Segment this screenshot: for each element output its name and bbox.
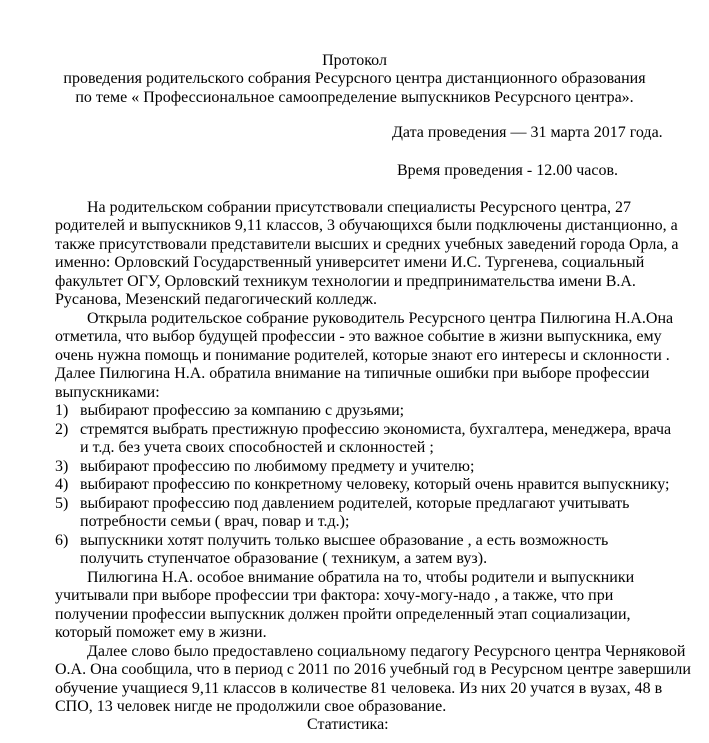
list-item-number: 5)	[55, 495, 69, 512]
paragraph-line: который поможет ему в жизни.	[55, 624, 267, 641]
list-item-text: выбирают профессию по любимому предмету и учителю;	[80, 458, 475, 475]
paragraph-line: родителей и выпускников 9,11 классов, 3 обучающихся были подключены дистанционно, а	[55, 217, 678, 234]
meeting-time: Время проведения - 12.00 часов.	[397, 162, 619, 179]
list-item-text: получить ступенчатое образование ( техникум, а затем вуз).	[80, 550, 488, 567]
doc-subtitle-line-1: проведения родительского собрания Ресурсного центра дистанционного образования	[63, 70, 646, 87]
paragraph-line: отметила, что выбор будущей профессии - это важное событие в жизни выпускника, ему	[55, 328, 662, 345]
paragraph-line: очень нужна помощь и понимание родителей, которые знают его интересы и склонности .	[55, 347, 670, 364]
paragraph-line: выпускниками:	[55, 384, 160, 401]
paragraph-line: также присутствовали представители высших и средних учебных заведений города Орла, а	[55, 236, 679, 253]
paragraph-line: обучение учащиеся 9,11 классов в количестве 81 человека. Из них 20 учатся в вузах, 48 в	[55, 680, 663, 697]
list-item-text: выбирают профессию по конкретному человеку, который очень нравится выпускнику;	[80, 476, 670, 493]
list-item-number: 4)	[55, 476, 69, 493]
paragraph-line: СПО, 13 человек нигде не продолжили свое образование.	[55, 698, 447, 715]
list-item-text: потребности семьи ( врач, повар и т.д.);	[80, 513, 350, 530]
paragraph-line: Далее слово было предоставлено социальному педагогу Ресурсного центра Черняковой	[87, 643, 686, 660]
paragraph-line: Русанова, Мезенский педагогический колледж.	[55, 291, 377, 308]
list-item-text: выбирают профессию за компанию с друзьями;	[80, 402, 405, 419]
paragraph-line: На родительском собрании присутствовали специалисты Ресурсного центра, 27	[87, 199, 632, 216]
paragraph-line: Далее Пилюгина Н.А. обратила внимание на типичные ошибки при выборе профессии	[55, 365, 650, 382]
list-item-text: и т.д. без учета своих способностей и склонностей ;	[80, 439, 434, 456]
statistics-heading: Статистика:	[307, 716, 389, 733]
paragraph-line: именно: Орловский Государственный университет имени И.С. Тургенева, социальный	[55, 254, 645, 271]
list-item-number: 2)	[55, 421, 69, 438]
list-item-number: 1)	[55, 402, 69, 419]
meeting-date: Дата проведения — 31 марта 2017 года.	[392, 124, 663, 141]
paragraph-line: О.А. Она сообщила, что в период с 2011 по 2016 учебный год в Ресурсном центре завершили	[55, 661, 691, 678]
paragraph-line: Пилюгина Н.А. особое внимание обратила на то, чтобы родители и выпускники	[87, 569, 635, 586]
paragraph-line: получении профессии выпускник должен пройти определенный этап социализации,	[55, 606, 631, 623]
list-item-text: выпускники хотят получить только высшее образование , а есть возможность	[80, 532, 609, 549]
paragraph-line: учитывали при выборе профессии три фактора: хочу-могу-надо , а также, что при	[55, 587, 614, 604]
paragraph-line: Открыла родительское собрание руководитель Ресурсного центра Пилюгина Н.А.Она	[87, 310, 674, 327]
list-item-number: 3)	[55, 458, 69, 475]
list-item-text: стремятся выбрать престижную профессию экономиста, бухгалтера, менеджера, врача	[80, 421, 672, 438]
paragraph-line: факультет ОГУ, Орловский техникум технологии и предпринимательства имени В.А.	[55, 273, 636, 290]
doc-title: Протокол	[322, 52, 387, 69]
list-item-number: 6)	[55, 532, 69, 549]
doc-subtitle-line-2: по теме « Профессиональное самоопределение выпускников Ресурсного центра».	[75, 89, 634, 106]
list-item-text: выбирают профессию под давлением родителей, которые предлагают учитывать	[80, 495, 630, 512]
